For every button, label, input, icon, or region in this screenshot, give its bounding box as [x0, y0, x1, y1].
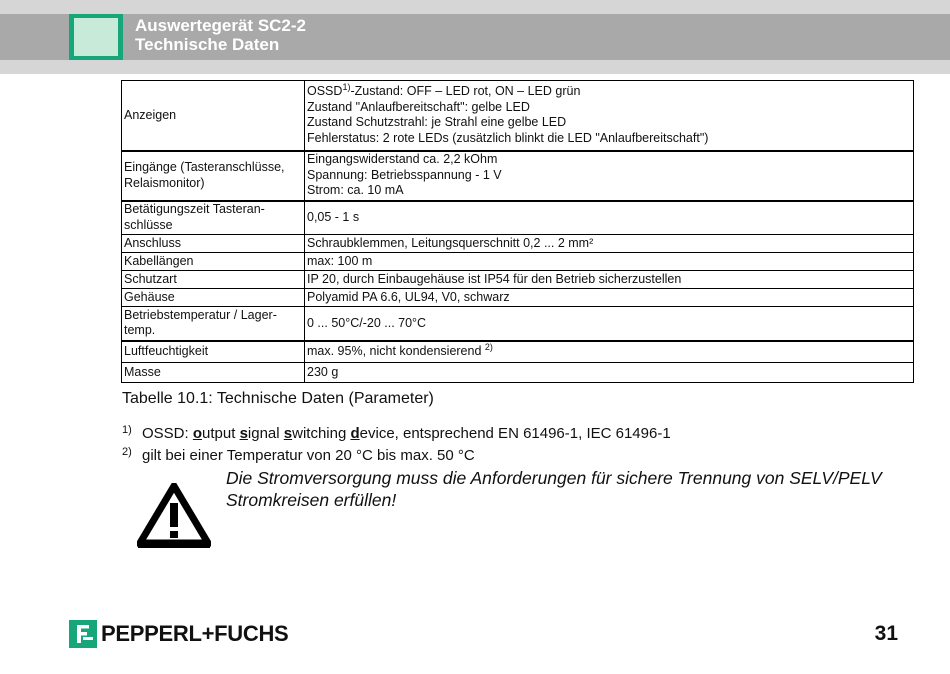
acronym-letter: s [239, 425, 248, 442]
footnote-text-part: witching [292, 425, 351, 442]
table-row [122, 151, 914, 201]
parameter-label: Anzeigen [122, 81, 305, 151]
warning-line-2: Stromkreisen erfüllen! [226, 490, 397, 510]
warning-triangle-icon [137, 483, 211, 549]
acronym-letter: s [283, 425, 293, 442]
footnote-text-part: utput [202, 425, 240, 442]
value-text: Zustand Schutzstrahl: je Strahl eine gelbe LED [307, 115, 567, 130]
parameter-value [305, 253, 914, 271]
technical-data-table-body [122, 81, 914, 383]
value-line [307, 84, 911, 100]
footnote-2 [122, 446, 475, 464]
value-line [307, 254, 911, 270]
parameter-value [305, 81, 914, 151]
parameter-value [305, 235, 914, 253]
parameter-value [305, 341, 914, 363]
footnote-2-mark: 2) [122, 446, 132, 458]
value-line [307, 100, 911, 116]
parameter-label: Kabellängen [122, 253, 305, 271]
table-row [122, 81, 914, 151]
value-text: Fehlerstatus: 2 rote LEDs (zusätzlich blinkt die LED "Anlaufbereitschaft") [307, 130, 709, 145]
value-text: Strom: ca. 10 mA [307, 183, 404, 198]
value-text: Polyamid PA 6.6, UL94, V0, schwarz [307, 289, 510, 304]
table-row [122, 253, 914, 271]
footnote-1-mark: 1) [122, 424, 132, 436]
value-line [307, 272, 911, 288]
table-caption: Tabelle 10.1: Technische Daten (Parameter) [122, 390, 434, 407]
parameter-value [305, 271, 914, 289]
parameter-label: Anschluss [122, 235, 305, 253]
parameter-label: Gehäuse [122, 289, 305, 307]
table-row [122, 341, 914, 363]
footnote-2-text: gilt bei einer Temperatur von 20 °C bis max. 50 °C [142, 447, 475, 464]
header-top-strip [0, 0, 950, 14]
parameter-label: Betätigungszeit Tasteran-schlüsse [122, 201, 305, 235]
table-row [122, 271, 914, 289]
acronym-letter: o [192, 425, 203, 442]
parameter-value [305, 307, 914, 341]
page-title [135, 16, 306, 54]
value-line [307, 115, 911, 131]
value-line [307, 152, 911, 168]
footnote-1-prefix: OSSD: [142, 425, 193, 442]
parameter-label: Masse [122, 363, 305, 383]
footnote-text-part: ignal [247, 425, 284, 442]
technical-data-table [121, 80, 914, 383]
value-line [307, 131, 911, 147]
footnote-reference: 2) [484, 342, 493, 352]
value-text: max: 100 m [307, 253, 373, 268]
parameter-value [305, 151, 914, 201]
header-logo-square [69, 14, 123, 60]
value-text: Spannung: Betriebsspannung - 1 V [307, 167, 502, 182]
parameter-label: Eingänge (Tasteranschlüsse, Relaismonitor) [122, 151, 305, 201]
parameter-label: Luftfeuchtigkeit [122, 341, 305, 363]
value-text: max. 95%, nicht kondensierend [307, 344, 485, 358]
parameter-value [305, 201, 914, 235]
value-line [307, 290, 911, 306]
footnote-1-text [193, 425, 671, 442]
value-text: 0 ... 50°C/-20 ... 70°C [307, 315, 427, 330]
parameter-value [305, 289, 914, 307]
value-text: OSSD [307, 84, 343, 99]
value-line [307, 316, 911, 332]
title-line-2: Technische Daten [135, 35, 280, 54]
table-row [122, 201, 914, 235]
table-row [122, 289, 914, 307]
parameter-label: Betriebstemperatur / Lager-temp. [122, 307, 305, 341]
brand-logo [69, 619, 288, 649]
parameter-value [305, 363, 914, 383]
footnote-text-part: evice, entsprechend EN 61496-1, IEC 61496-1 [359, 425, 671, 442]
parameter-label: Schutzart [122, 271, 305, 289]
warning-message [226, 467, 916, 511]
acronym-letter: d [350, 425, 360, 442]
value-text: 230 g [307, 364, 339, 379]
page-number: 31 [874, 622, 898, 645]
value-text: -Zustand: OFF – LED rot, ON – LED grün [350, 84, 581, 99]
value-text: Zustand "Anlaufbereitschaft": gelbe LED [307, 99, 530, 114]
value-line [307, 183, 911, 199]
value-line [307, 236, 911, 252]
value-line [307, 344, 911, 360]
header-bottom-strip [0, 60, 950, 74]
table-row [122, 235, 914, 253]
value-text: Eingangswiderstand ca. 2,2 kOhm [307, 152, 498, 167]
footnote-reference: 1) [342, 82, 351, 93]
pepperl-fuchs-logo-icon [69, 620, 97, 648]
warning-line-1: Die Stromversorgung muss die Anforderungen für sichere Trennung von SELV/PELV [226, 468, 882, 488]
value-text: Schraubklemmen, Leitungsquerschnitt 0,2 ... 2 mm² [307, 235, 594, 250]
value-line [307, 365, 911, 381]
table-row [122, 307, 914, 341]
footnote-1 [122, 424, 671, 442]
value-line [307, 168, 911, 184]
title-line-1: Auswertegerät SC2-2 [135, 16, 307, 35]
header-logo-square-inner [74, 18, 118, 56]
value-line [307, 210, 911, 226]
value-text: IP 20, durch Einbaugehäuse ist IP54 für den Betrieb sicherzustellen [307, 271, 682, 286]
table-row [122, 363, 914, 383]
value-text: 0,05 - 1 s [307, 210, 360, 224]
brand-name: PEPPERL+FUCHS [101, 621, 289, 646]
